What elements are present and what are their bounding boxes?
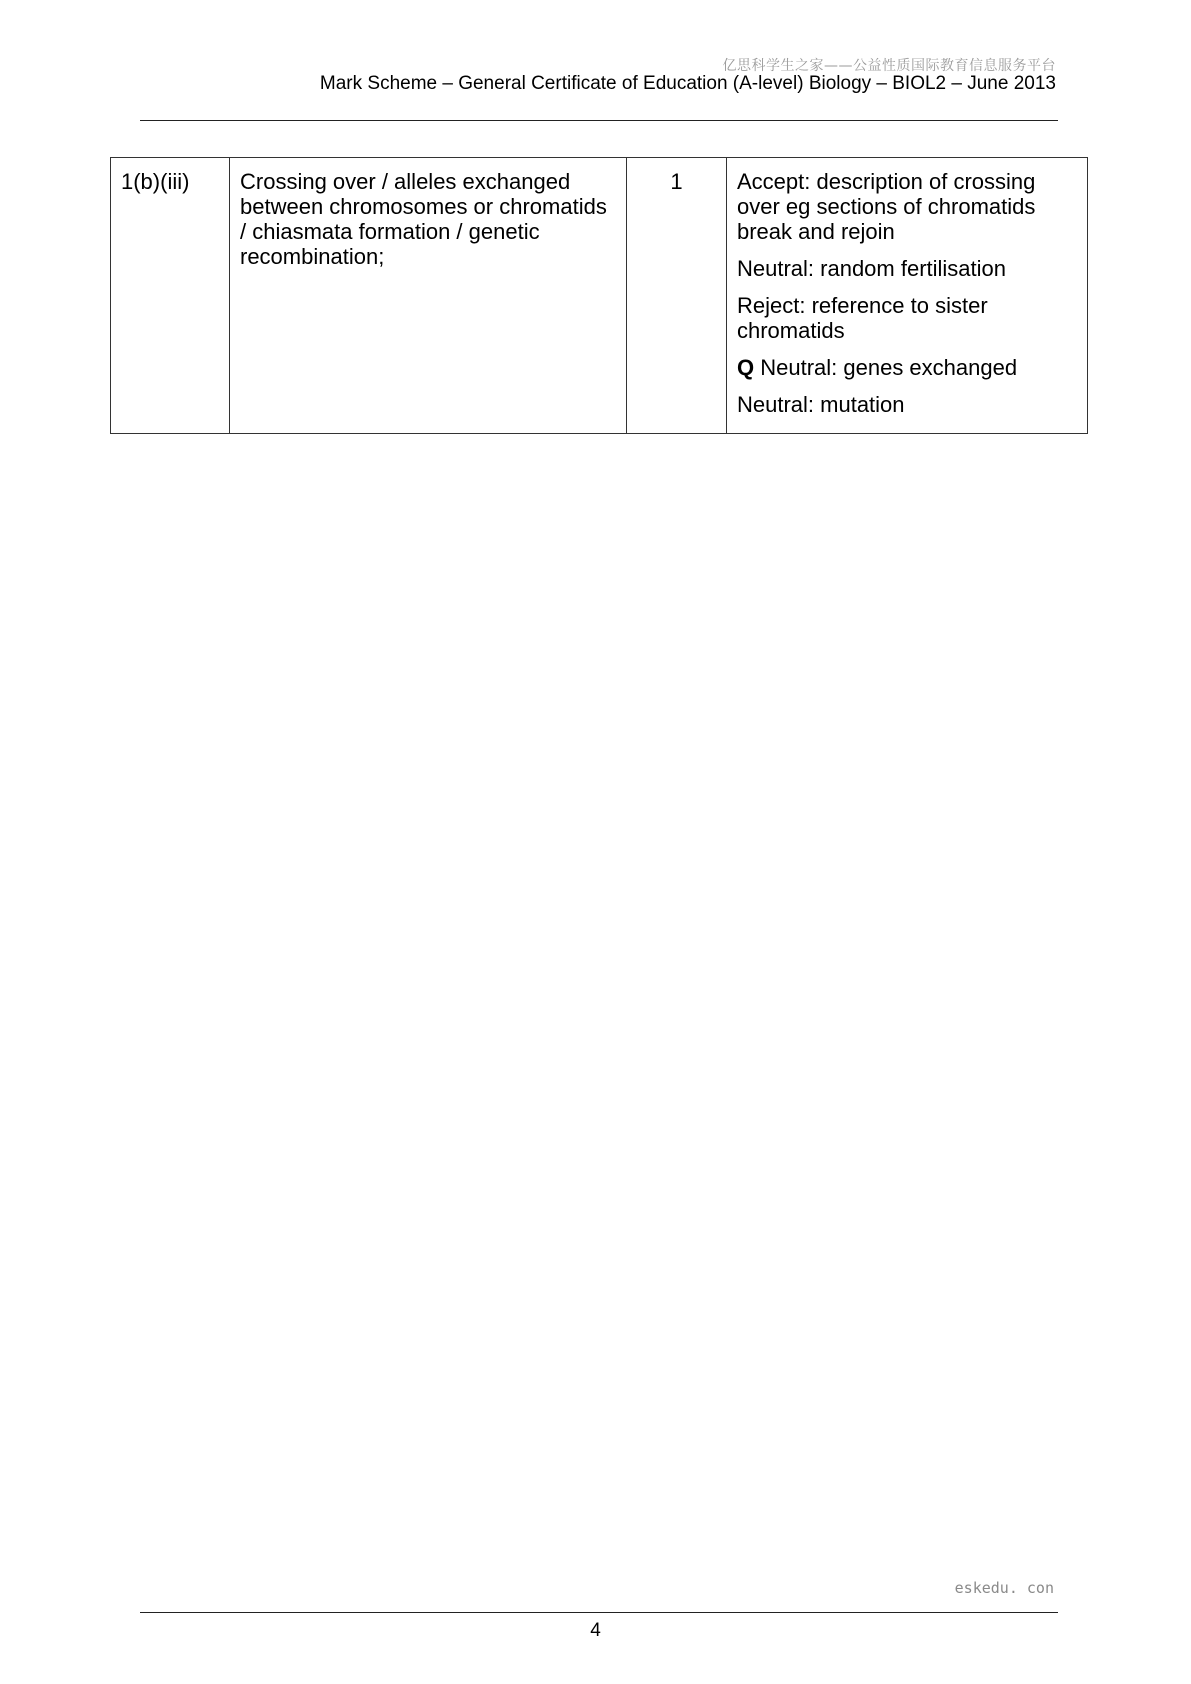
page-header-title: Mark Scheme – General Certificate of Education (A-level) Biology – BIOL2 – June 2013 — [319, 73, 1056, 94]
header-watermark: 亿思科学生之家——公益性质国际教育信息服务平台 — [722, 58, 1056, 74]
question-number-cell — [111, 158, 230, 434]
page-number: 4 — [590, 1620, 601, 1641]
marks-value: 1 — [670, 169, 683, 194]
question-number: 1(b)(iii) — [121, 169, 190, 194]
table-row — [111, 158, 1088, 434]
comment-text: Neutral: mutation — [737, 392, 905, 417]
footer-watermark: eskedu. con — [954, 1579, 1054, 1597]
comment-text: Accept: description of crossing over eg sections of chromatids break and rejoin — [737, 169, 1036, 244]
comment-text: Reject: reference to sister chromatids — [737, 293, 988, 343]
header-divider — [140, 120, 1058, 121]
quality-marker: Q — [737, 355, 755, 380]
comment-reject — [737, 293, 1077, 343]
comment-accept — [737, 169, 1077, 244]
comment-neutral-fertilisation — [737, 256, 1077, 281]
marks-cell — [627, 158, 727, 434]
comment-text: Neutral: genes exchanged — [754, 355, 1018, 380]
footer-divider — [140, 1612, 1058, 1613]
comment-neutral-mutation — [737, 392, 1077, 417]
comment-q-neutral-genes — [737, 355, 1077, 380]
answer-text: Crossing over / alleles exchanged between chromosomes or chromatids / chiasmata formation / genetic recombination; — [240, 169, 607, 269]
comment-text: Neutral: random fertilisation — [737, 256, 1007, 281]
answer-cell — [230, 158, 627, 434]
comments-cell — [727, 158, 1088, 434]
mark-scheme-table — [110, 157, 1088, 434]
